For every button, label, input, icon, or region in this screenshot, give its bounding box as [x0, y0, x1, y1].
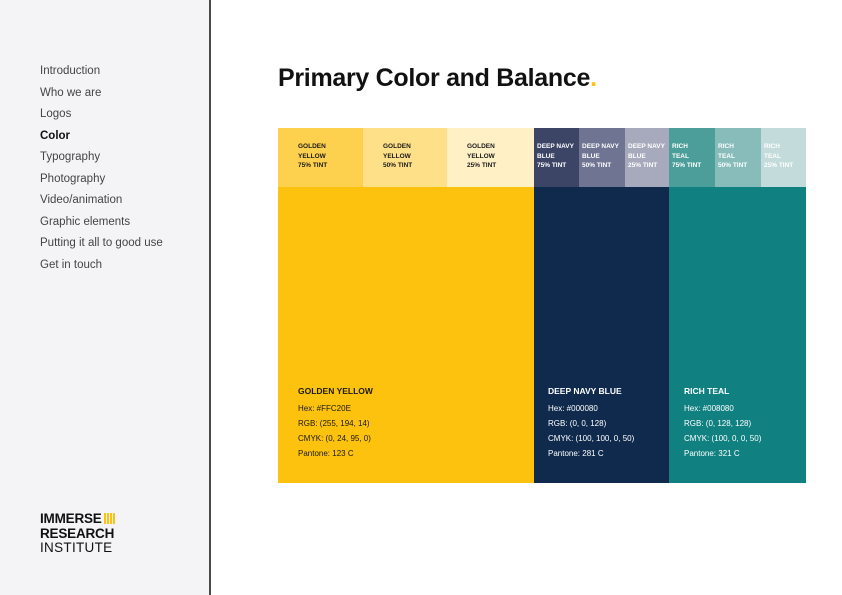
tint-golden-yellow-25 [447, 128, 534, 187]
tint-label: GOLDEN [383, 143, 411, 150]
tint-deep-navy-blue-50 [579, 128, 625, 187]
tint-label: 50% TINT [582, 162, 612, 169]
color-hex: Hex: #008080 [684, 404, 734, 413]
color-rgb: RGB: (255, 194, 14) [298, 419, 370, 428]
nav-item-typography[interactable]: Typography [40, 151, 101, 163]
tint-label: 75% TINT [298, 162, 328, 169]
color-palette [278, 128, 806, 483]
nav-item-graphic-elements[interactable]: Graphic elements [40, 215, 131, 228]
logo-line-institute: INSTITUTE [40, 540, 113, 555]
nav-item-introduction[interactable]: Introduction [40, 65, 101, 77]
color-name: GOLDEN YELLOW [298, 386, 373, 396]
color-hex: Hex: #000080 [548, 404, 598, 413]
nav-item-who-we-are[interactable]: Who we are [40, 86, 102, 99]
nav-item-logos[interactable]: Logos [40, 108, 72, 120]
tint-label: 75% TINT [672, 162, 702, 169]
tint-label: GOLDEN [298, 143, 326, 150]
tint-golden-yellow-75 [278, 128, 363, 187]
tint-rich-teal-25 [761, 128, 806, 187]
color-name: DEEP NAVY BLUE [548, 386, 622, 396]
tint-label: BLUE [582, 152, 600, 160]
tint-label: RICH [718, 143, 734, 150]
nav-item-color[interactable]: Color [40, 129, 71, 142]
tint-label: RICH [672, 143, 688, 150]
nav-item-video-animation[interactable]: Video/animation [40, 194, 123, 206]
swatch-rich-teal [669, 187, 806, 483]
color-hex: Hex: #FFC20E [298, 404, 351, 413]
tint-deep-navy-blue-75 [534, 128, 579, 187]
tint-label: BLUE [537, 152, 555, 160]
sidebar [0, 0, 211, 595]
color-cmyk: CMYK: (0, 24, 95, 0) [298, 434, 371, 443]
title-accent-dot: . [590, 64, 597, 92]
color-name: RICH TEAL [684, 386, 730, 396]
tint-label: DEEP NAVY [537, 143, 574, 150]
nav-item-get-in-touch[interactable]: Get in touch [40, 258, 103, 271]
sidebar-nav [40, 63, 163, 278]
tint-deep-navy-blue-25 [625, 128, 669, 187]
tint-label: TEAL [718, 152, 735, 160]
tint-label: 25% TINT [467, 162, 497, 169]
tint-label: GOLDEN [467, 143, 495, 150]
color-pantone: Pantone: 321 C [684, 449, 740, 458]
tint-label: DEEP NAVY [628, 143, 665, 150]
color-rgb: RGB: (0, 0, 128) [548, 419, 607, 428]
color-cmyk: CMYK: (100, 100, 0, 50) [548, 434, 635, 443]
tint-label: TEAL [672, 152, 689, 160]
tint-label: TEAL [764, 152, 781, 160]
tint-label: YELLOW [467, 152, 495, 160]
brand-logo [40, 512, 140, 555]
tint-label: BLUE [628, 152, 646, 160]
logo-line-research: RESEARCH [40, 526, 115, 541]
swatch-golden-yellow [278, 187, 534, 483]
color-rgb: RGB: (0, 128, 128) [684, 419, 752, 428]
tint-label: 25% TINT [628, 162, 658, 169]
tint-label: DEEP NAVY [582, 143, 619, 150]
nav-item-putting-it-all-to-good-use[interactable]: Putting it all to good use [40, 237, 163, 249]
color-pantone: Pantone: 123 C [298, 449, 354, 458]
tint-golden-yellow-50 [363, 128, 447, 187]
tint-label: 50% TINT [383, 162, 413, 169]
logo-line-immerse: IMMERSE [40, 511, 102, 526]
tint-label: 75% TINT [537, 162, 567, 169]
swatch-deep-navy-blue [534, 187, 669, 483]
page-title [278, 64, 597, 93]
tint-label: 25% TINT [764, 162, 794, 169]
nav-item-photography[interactable]: Photography [40, 172, 106, 185]
tint-rich-teal-75 [669, 128, 715, 187]
tint-label: YELLOW [383, 152, 411, 160]
color-pantone: Pantone: 281 C [548, 449, 604, 458]
tint-rich-teal-50 [715, 128, 761, 187]
color-cmyk: CMYK: (100, 0, 0, 50) [684, 434, 762, 443]
tint-label: YELLOW [298, 152, 326, 160]
logo-bars-icon [104, 513, 116, 527]
tint-label: 50% TINT [718, 162, 748, 169]
page-title-text: Primary Color and Balance [278, 64, 591, 92]
tint-label: RICH [764, 143, 780, 150]
